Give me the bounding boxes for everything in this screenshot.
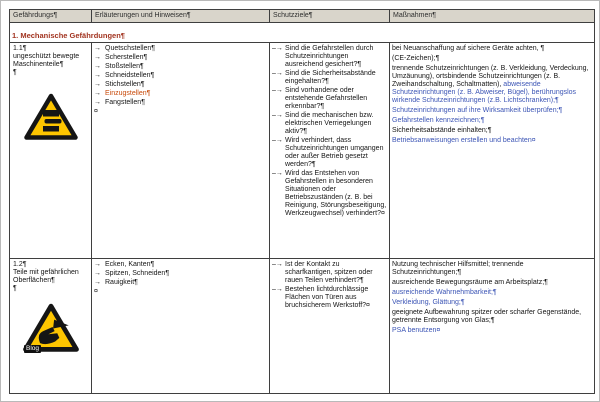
measures-cell-1-1 xyxy=(390,43,594,258)
hazard-point-item xyxy=(94,72,267,80)
hazard-points-list xyxy=(94,45,267,107)
item-text: Bestehen lichtdurchlässige Flächen von Türen aus bruchsicherem Werkstoff?¤ xyxy=(285,286,370,309)
column-header-massnahmen: Maßnahmen¶ xyxy=(393,12,437,19)
hazard-point-item xyxy=(94,63,267,71)
item-text: Ecken, Kanten¶ xyxy=(105,261,155,268)
section-title: 1. Mechanische Gefährdungen¶ xyxy=(12,31,125,40)
item-text: Sind vorhandene oder entstehende Gefahrstellen erkennbar?¶ xyxy=(285,87,368,110)
measure-item xyxy=(392,279,592,287)
watermark-label: Blog xyxy=(26,345,40,352)
measure-item xyxy=(392,327,592,335)
measure-item xyxy=(392,299,592,307)
list-arrow-icon: → xyxy=(94,90,101,97)
hazard-row-1-1 xyxy=(10,43,594,259)
paragraph-mark: ¶ xyxy=(13,285,17,292)
end-of-cell-mark: ¤ xyxy=(94,288,98,295)
sharp-surfaces-hazard-warning-icon xyxy=(22,303,80,358)
measure-text: ausreichende Bewegungsräume am Arbeitsplatz;¶ xyxy=(392,279,548,286)
measure-text: Nutzung technischer Hilfsmittel; trennende Schutzeinrichtungen;¶ xyxy=(392,261,524,276)
hazard-point-item xyxy=(94,54,267,62)
crushing-hazard-warning-icon xyxy=(24,93,78,146)
column-header-erlaeuterungen: Erläuterungen und Hinweisen¶ xyxy=(92,10,270,22)
measure-text: Sicherheitsabstände einhalten;¶ xyxy=(392,127,492,134)
hazard-point-item xyxy=(94,99,267,107)
hazard-id: 1.2¶ xyxy=(13,261,27,268)
notes-cell-1-2 xyxy=(92,259,270,393)
warning-triangle-icon xyxy=(24,93,78,141)
list-arrow-icon: –→ xyxy=(272,261,283,268)
item-text: Quetschstellen¶ xyxy=(105,45,156,52)
list-arrow-icon: → xyxy=(94,63,101,70)
item-text: Wird verhindert, dass Schutzeinrichtungen umgangen oder außer Betrieb gesetzt werden?¶ xyxy=(285,137,384,168)
linked-term[interactable]: ausreichende Wahrnehmbarkeit;¶ xyxy=(392,289,497,296)
measure-item xyxy=(392,107,592,115)
list-arrow-icon: –→ xyxy=(272,70,283,77)
measure-item xyxy=(392,309,592,325)
measure-item xyxy=(392,289,592,297)
list-arrow-icon: –→ xyxy=(272,45,283,52)
measure-item xyxy=(392,127,592,135)
measures-list xyxy=(392,45,592,145)
protection-goal-item xyxy=(272,87,387,111)
protection-goal-item xyxy=(272,137,387,169)
measure-item xyxy=(392,65,592,105)
item-text: Schneidstellen¶ xyxy=(105,72,155,79)
list-arrow-icon: –→ xyxy=(272,170,283,177)
section-header-row xyxy=(10,23,594,43)
measure-text: geeignete Aufbewahrung spitzer oder scharfer Gegenstände, getrennte Entsorgung von Glas;¶ xyxy=(392,309,582,324)
measure-item xyxy=(392,45,592,53)
linked-term[interactable]: Schutzeinrichtungen auf ihre Wirksamkeit überprüfen;¶ xyxy=(392,107,563,114)
item-text: Stoßstellen¶ xyxy=(105,63,144,70)
hazard-point-item xyxy=(94,270,267,278)
item-text: Sind die mechanischen bzw. elektrischen Verriegelungen aktiv?¶ xyxy=(285,112,374,135)
item-text: Sind die Sicherheitsabstände eingehalten?¶ xyxy=(285,70,376,85)
list-arrow-icon: –→ xyxy=(272,112,283,119)
list-arrow-icon: → xyxy=(94,54,101,61)
hazard-point-item xyxy=(94,81,267,89)
protection-goal-item xyxy=(272,45,387,69)
protection-goal-item xyxy=(272,286,387,310)
hazard-point-item xyxy=(94,45,267,53)
hazard-point-item xyxy=(94,279,267,287)
table-header-row xyxy=(10,10,594,23)
linked-term[interactable]: PSA benutzen¤ xyxy=(392,327,441,334)
measures-cell-1-2 xyxy=(390,259,594,393)
hazard-title: ungeschützt bewegte Maschinenteile¶ xyxy=(13,53,80,68)
item-text: Wird das Entstehen von Gefahrstellen in besonderen Situationen oder Betriebszuständen (z. B. bei Reinigung, Störungsbeseitigung, Werkzeugwechsel) verhindert?¤ xyxy=(285,170,387,217)
item-text: Rauigkeit¶ xyxy=(105,279,138,286)
hazard-title: Teile mit gefährlichen Oberflächen¶ xyxy=(13,269,79,284)
linked-term[interactable]: Gefahrstellen kennzeichnen;¶ xyxy=(392,117,485,124)
linked-term[interactable]: Verkleidung, Glättung;¶ xyxy=(392,299,465,306)
list-arrow-icon: –→ xyxy=(272,87,283,94)
list-arrow-icon: → xyxy=(94,99,101,106)
list-arrow-icon: –→ xyxy=(272,137,283,144)
item-text: Ist der Kontakt zu scharfkantigen, spitzen oder rauen Teilen verhindert?¶ xyxy=(285,261,373,284)
hazard-point-item xyxy=(94,90,267,98)
protection-goal-item xyxy=(272,112,387,136)
protection-goals-list xyxy=(272,261,387,310)
linked-term[interactable]: abweisende Schutzeinrichtungen (z. B. Abweiser, Bügel), berührungslos wirkende Schutzeinrichtungen (z.B. Lichtschranken);¶ xyxy=(392,81,577,104)
notes-cell-1-1 xyxy=(92,43,270,258)
protection-goals-cell-1-2 xyxy=(270,259,390,393)
protection-goals-list xyxy=(272,45,387,218)
list-arrow-icon: → xyxy=(94,270,101,277)
list-arrow-icon: –→ xyxy=(272,286,283,293)
measure-text: (CE-Zeichen);¶ xyxy=(392,55,440,62)
measures-list xyxy=(392,261,592,335)
measure-text: trennende Schutzeinrichtungen (z. B. Verkleidung, Verdeckung, Umzäunung), ortsbindende Schutzeinrichtungen (z. B. Zweihandschaltung, Schaltmatten), xyxy=(392,65,589,88)
measure-text: bei Neuanschaffung auf sichere Geräte achten, ¶ xyxy=(392,45,545,52)
hazard-cell-1-1 xyxy=(10,43,92,258)
protection-goals-cell-1-1 xyxy=(270,43,390,258)
list-arrow-icon: → xyxy=(94,279,101,286)
column-header-gefaehrdungen: Gefährdungs¶ xyxy=(10,10,92,22)
measure-item xyxy=(392,55,592,63)
list-arrow-icon: → xyxy=(94,45,101,52)
paragraph-mark: ¶ xyxy=(13,69,17,76)
item-text: Spitzen, Schneiden¶ xyxy=(105,270,170,277)
item-text: Scherstellen¶ xyxy=(105,54,148,61)
protection-goal-item xyxy=(272,170,387,218)
hazard-row-1-2 xyxy=(10,259,594,393)
list-arrow-icon: → xyxy=(94,72,101,79)
protection-goal-item xyxy=(272,261,387,285)
hazard-points-list xyxy=(94,261,267,287)
protection-goal-item xyxy=(272,70,387,86)
linked-term[interactable]: Betriebsanweisungen erstellen und beachten¤ xyxy=(392,137,536,144)
end-of-cell-mark: ¤ xyxy=(94,108,98,115)
linked-term[interactable]: Einzugstellen¶ xyxy=(105,90,151,97)
item-text: Stichstellen¶ xyxy=(105,81,145,88)
hazard-assessment-table xyxy=(9,9,595,394)
measure-item xyxy=(392,261,592,277)
hazard-id: 1.1¶ xyxy=(13,45,27,52)
hazard-cell-1-2 xyxy=(10,259,92,393)
item-text: Fangstellen¶ xyxy=(105,99,145,106)
column-header-schutzziele: Schutzziele¶ xyxy=(270,10,390,22)
item-text: Sind die Gefahrstellen durch Schutzeinrichtungen ausreichend gesichert?¶ xyxy=(285,45,374,68)
measure-item xyxy=(392,137,592,145)
list-arrow-icon: → xyxy=(94,261,101,268)
list-arrow-icon: → xyxy=(94,81,101,88)
measure-item xyxy=(392,117,592,125)
hazard-point-item xyxy=(94,261,267,269)
